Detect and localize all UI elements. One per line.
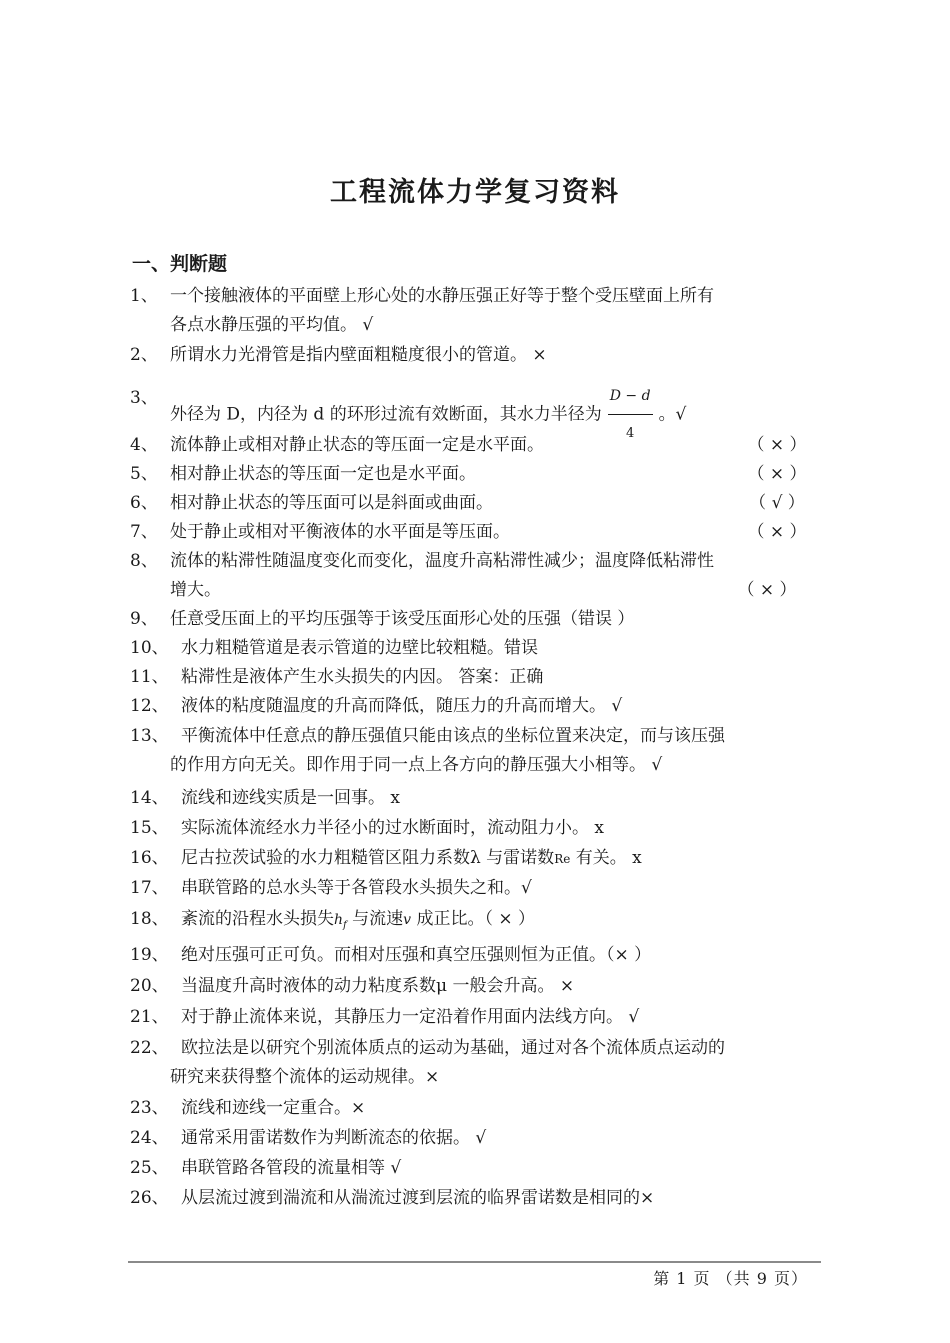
item-number: 20、	[130, 976, 169, 996]
item-number: 3、	[130, 388, 158, 408]
answer-mark: （ × ）	[747, 435, 807, 455]
item-text: 对于静止流体来说，其静压力一定沿着作用面内法线方向。 √	[181, 1007, 640, 1027]
item-text: 流线和迹线一定重合。×	[181, 1098, 366, 1118]
page-title: 工程流体力学复习资料	[330, 177, 620, 208]
item-number: 8、	[130, 551, 158, 571]
fraction-numerator: D − d	[608, 382, 653, 415]
item-number: 26、	[130, 1188, 169, 1208]
item-text-part: 有关。 x	[570, 848, 642, 868]
item-text-part: 成正比。（ × ）	[411, 909, 536, 929]
item-text-part: 尼古拉茨试验的水力粗糙管区阻力系数λ 与雷诺数	[181, 848, 555, 868]
item-text: 流体静止或相对静止状态的等压面一定是水平面。	[170, 435, 544, 455]
head-loss-symbol	[334, 912, 347, 931]
item-text: 串联管路的总水头等于各管段水头损失之和。√	[181, 878, 532, 898]
item-text: 实际流体流经水力半径小的过水断面时，流动阻力小。 x	[181, 818, 604, 838]
reynolds-symbol: Re	[554, 852, 571, 866]
item-number: 1、	[130, 286, 158, 306]
section-heading: 一、判断题	[132, 253, 228, 275]
footer-divider	[128, 1261, 821, 1263]
velocity-symbol: v	[403, 912, 412, 928]
symbol-subscript: f	[343, 920, 347, 931]
item-text: 所谓水力光滑管是指内壁面粗糙度很小的管道。 ×	[170, 345, 547, 365]
item-text: 欧拉法是以研究个别流体质点的运动为基础，通过对各个流体质点运动的	[181, 1038, 725, 1058]
item-number: 15、	[130, 818, 169, 838]
item-number: 4、	[130, 435, 158, 455]
item-text-part: 与流速	[346, 909, 404, 929]
answer-mark: （ × ）	[747, 464, 807, 484]
item-number: 13、	[130, 726, 169, 746]
item-number: 22、	[130, 1038, 169, 1058]
item-text-continued: 的作用方向无关。即作用于同一点上各方向的静压强大小相等。 √	[170, 755, 663, 775]
item-number: 6、	[130, 493, 158, 513]
item-number: 25、	[130, 1158, 169, 1178]
item-number: 2、	[130, 345, 158, 365]
item-text-part: 。√	[658, 404, 687, 425]
item-text: 平衡流体中任意点的静压强值只能由该点的坐标位置来决定，而与该压强	[181, 726, 725, 746]
item-text: 当温度升高时液体的动力粘度系数μ 一般会升高。 ×	[181, 976, 575, 996]
item-text: 处于静止或相对平衡液体的水平面是等压面。	[170, 522, 510, 542]
item-text: 相对静止状态的等压面可以是斜面或曲面。	[170, 493, 493, 513]
item-text: 粘滞性是液体产生水头损失的内因。 答案：正确	[181, 667, 544, 687]
item-number: 23、	[130, 1098, 169, 1118]
item-text-continued: 研究来获得整个流体的运动规律。×	[170, 1067, 440, 1087]
item-number: 9、	[130, 609, 158, 629]
item-text: 流线和迹线实质是一回事。 x	[181, 788, 400, 808]
item-number: 16、	[130, 848, 169, 868]
item-text: 串联管路各管段的流量相等 √	[181, 1158, 402, 1178]
item-text: 水力粗糙管道是表示管道的边壁比较粗糙。错误	[181, 638, 538, 658]
item-number: 5、	[130, 464, 158, 484]
item-number: 18、	[130, 909, 169, 929]
answer-mark: （ × ）	[747, 522, 807, 542]
item-number: 19、	[130, 945, 169, 965]
item-number: 10、	[130, 638, 169, 658]
answer-mark: （ √ ）	[749, 493, 805, 513]
item-text	[181, 905, 535, 940]
item-text	[181, 844, 642, 874]
item-text: 液体的粘度随温度的升高而降低，随压力的升高而增大。 √	[181, 696, 623, 716]
fraction-denominator: 4	[626, 426, 635, 441]
item-number: 24、	[130, 1128, 169, 1148]
item-text: 任意受压面上的平均压强等于该受压面形心处的压强（错误 ）	[170, 609, 635, 629]
item-text: 相对静止状态的等压面一定也是水平面。	[170, 464, 476, 484]
item-text-continued: 增大。	[170, 580, 221, 600]
item-number: 7、	[130, 522, 158, 542]
answer-mark: （ × ）	[737, 580, 797, 600]
item-text: 流体的粘滞性随温度变化而变化，温度升高粘滞性减少；温度降低粘滞性	[170, 551, 714, 571]
item-text: 一个接触液体的平面壁上形心处的水静压强正好等于整个受压壁面上所有	[170, 286, 714, 306]
item-number: 12、	[130, 696, 169, 716]
item-text-continued: 各点水静压强的平均值。 √	[170, 315, 374, 335]
item-number: 21、	[130, 1007, 169, 1027]
item-text: 从层流过渡到湍流和从湍流过渡到层流的临界雷诺数是相同的×	[181, 1188, 655, 1208]
symbol-h: h	[334, 912, 344, 928]
item-number: 14、	[130, 788, 169, 808]
page-number: 第 1 页 （共 9 页）	[653, 1269, 808, 1288]
item-text: 通常采用雷诺数作为判断流态的依据。 √	[181, 1128, 487, 1148]
item-text-part: 紊流的沿程水头损失	[181, 909, 334, 929]
item-text-part: 外径为 D，内径为 d 的环形过流有效断面，其水力半径为	[170, 404, 602, 425]
item-text: 绝对压强可正可负。而相对压强和真空压强则恒为正值。（× ）	[181, 945, 652, 965]
item-number: 11、	[130, 667, 169, 687]
fraction-formula	[608, 382, 653, 448]
item-number: 17、	[130, 878, 169, 898]
